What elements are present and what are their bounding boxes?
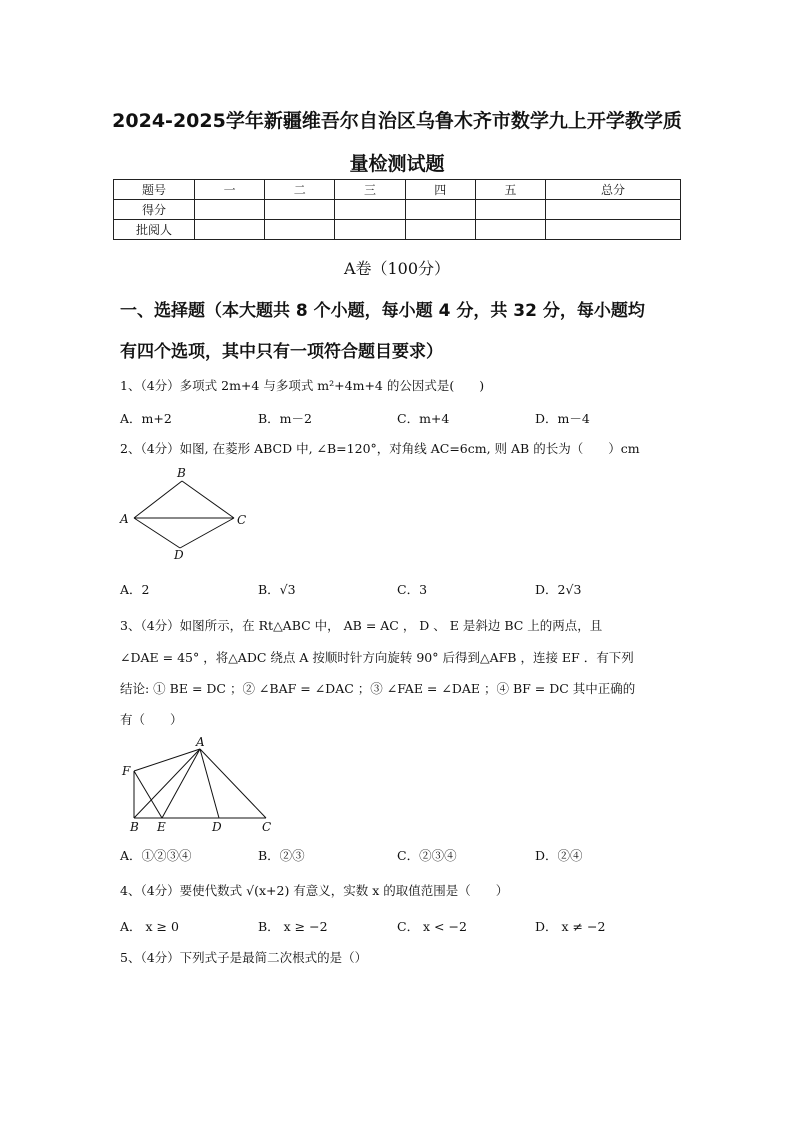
q1-option-b: B．m－2	[258, 411, 312, 426]
question-4-stem: 4、（4分）要使代数式 √(x+2) 有意义，实数 x 的取值范围是（ ）	[120, 883, 509, 898]
question-1-stem: 1、（4分）多项式 2m+4 与多项式 m²+4m+4 的公因式是( )	[120, 378, 485, 393]
question-3-line3: 结论: ① BE = DC ；② ∠BAF = ∠DAC ；③ ∠FAE = ∠DAE ；④ BF = DC 其中正确的	[120, 681, 636, 696]
q1-option-d: D．m－4	[535, 411, 590, 426]
q2-option-d: D．2√3	[535, 582, 582, 597]
vertex-label-a: A	[120, 512, 129, 526]
question-3-line1: 3、（4分）如图所示，在 Rt△ABC 中， AB = AC ， D 、 E 是斜边 BC 上的两点，且	[120, 618, 603, 633]
q2-option-c: C．3	[397, 582, 428, 597]
q4-option-a: A． x ≥ 0	[120, 919, 179, 934]
q2-option-b: B．√3	[258, 582, 296, 597]
score-cell	[335, 200, 405, 220]
header-cell: 题号	[114, 180, 195, 200]
header-cell: 一	[195, 180, 265, 200]
score-cell	[265, 220, 335, 240]
row-label: 得分	[114, 200, 195, 220]
point-label-d: D	[212, 820, 222, 834]
segment-ab	[134, 749, 200, 818]
q3-option-c: C．②③④	[397, 848, 457, 863]
header-cell: 五	[475, 180, 545, 200]
q4-option-b: B． x ≥ −2	[258, 919, 328, 934]
document-title-line2: 量检测试题	[349, 153, 445, 175]
vertex-label-c: C	[237, 513, 247, 527]
vertex-label-d: D	[174, 548, 184, 562]
score-cell	[475, 220, 545, 240]
volume-label: A卷（100分）	[343, 259, 451, 278]
q3-option-a: A．①②③④	[120, 848, 192, 863]
row-label: 批阅人	[114, 220, 195, 240]
point-label-f: F	[122, 764, 131, 778]
point-label-a: A	[196, 735, 205, 749]
score-cell	[405, 220, 475, 240]
rhombus-edge-ab	[134, 481, 182, 518]
header-cell: 三	[335, 180, 405, 200]
question-5-stem: 5、（4分）下列式子是最简二次根式的是（）	[120, 950, 368, 965]
score-table	[113, 179, 681, 240]
question-3-line4: 有（ ）	[120, 712, 183, 727]
triangle-figure	[112, 734, 282, 838]
vertex-label-b: B	[177, 466, 186, 480]
rhombus-edge-da	[134, 518, 180, 548]
question-3-line2: ∠DAE = 45° ，将△ADC 绕点 A 按顺时针方向旋转 90° 后得到△AFB ，连接 EF ．有下列	[120, 650, 634, 665]
header-cell: 四	[405, 180, 475, 200]
score-cell	[546, 220, 681, 240]
score-cell	[475, 200, 545, 220]
score-cell	[195, 220, 265, 240]
score-table-row	[114, 200, 681, 220]
score-cell	[265, 200, 335, 220]
point-label-b: B	[130, 820, 139, 834]
q3-option-b: B．②③	[258, 848, 305, 863]
rhombus-figure	[112, 462, 262, 564]
score-table-row	[114, 220, 681, 240]
header-cell: 二	[265, 180, 335, 200]
segment-fe	[134, 771, 162, 818]
q1-option-a: A．m+2	[120, 411, 172, 426]
point-label-c: C	[262, 820, 272, 834]
document-title-line1: 2024-2025学年新疆维吾尔自治区乌鲁木齐市数学九上开学教学质	[112, 110, 682, 132]
header-cell: 总分	[546, 180, 681, 200]
section-heading-line2: 有四个选项，其中只有一项符合题目要求）	[120, 342, 443, 362]
section-heading-line1: 一、选择题（本大题共 8 个小题，每小题 4 分，共 32 分，每小题均	[120, 301, 645, 321]
rhombus-edge-cd	[180, 518, 234, 548]
point-label-e: E	[157, 820, 166, 834]
score-cell	[405, 200, 475, 220]
q4-option-c: C． x < −2	[397, 919, 467, 934]
score-cell	[335, 220, 405, 240]
q4-option-d: D． x ≠ −2	[535, 919, 606, 934]
rhombus-edge-bc	[182, 481, 234, 518]
question-2-stem: 2、（4分）如图, 在菱形 ABCD 中, ∠B=120°，对角线 AC=6cm, 则 AB 的长为（ ）cm	[120, 441, 640, 456]
score-cell	[546, 200, 681, 220]
score-table-header-row	[114, 180, 681, 200]
q1-option-c: C．m+4	[397, 411, 450, 426]
q2-option-a: A．2	[120, 582, 150, 597]
score-cell	[195, 200, 265, 220]
q3-option-d: D．②④	[535, 848, 583, 863]
